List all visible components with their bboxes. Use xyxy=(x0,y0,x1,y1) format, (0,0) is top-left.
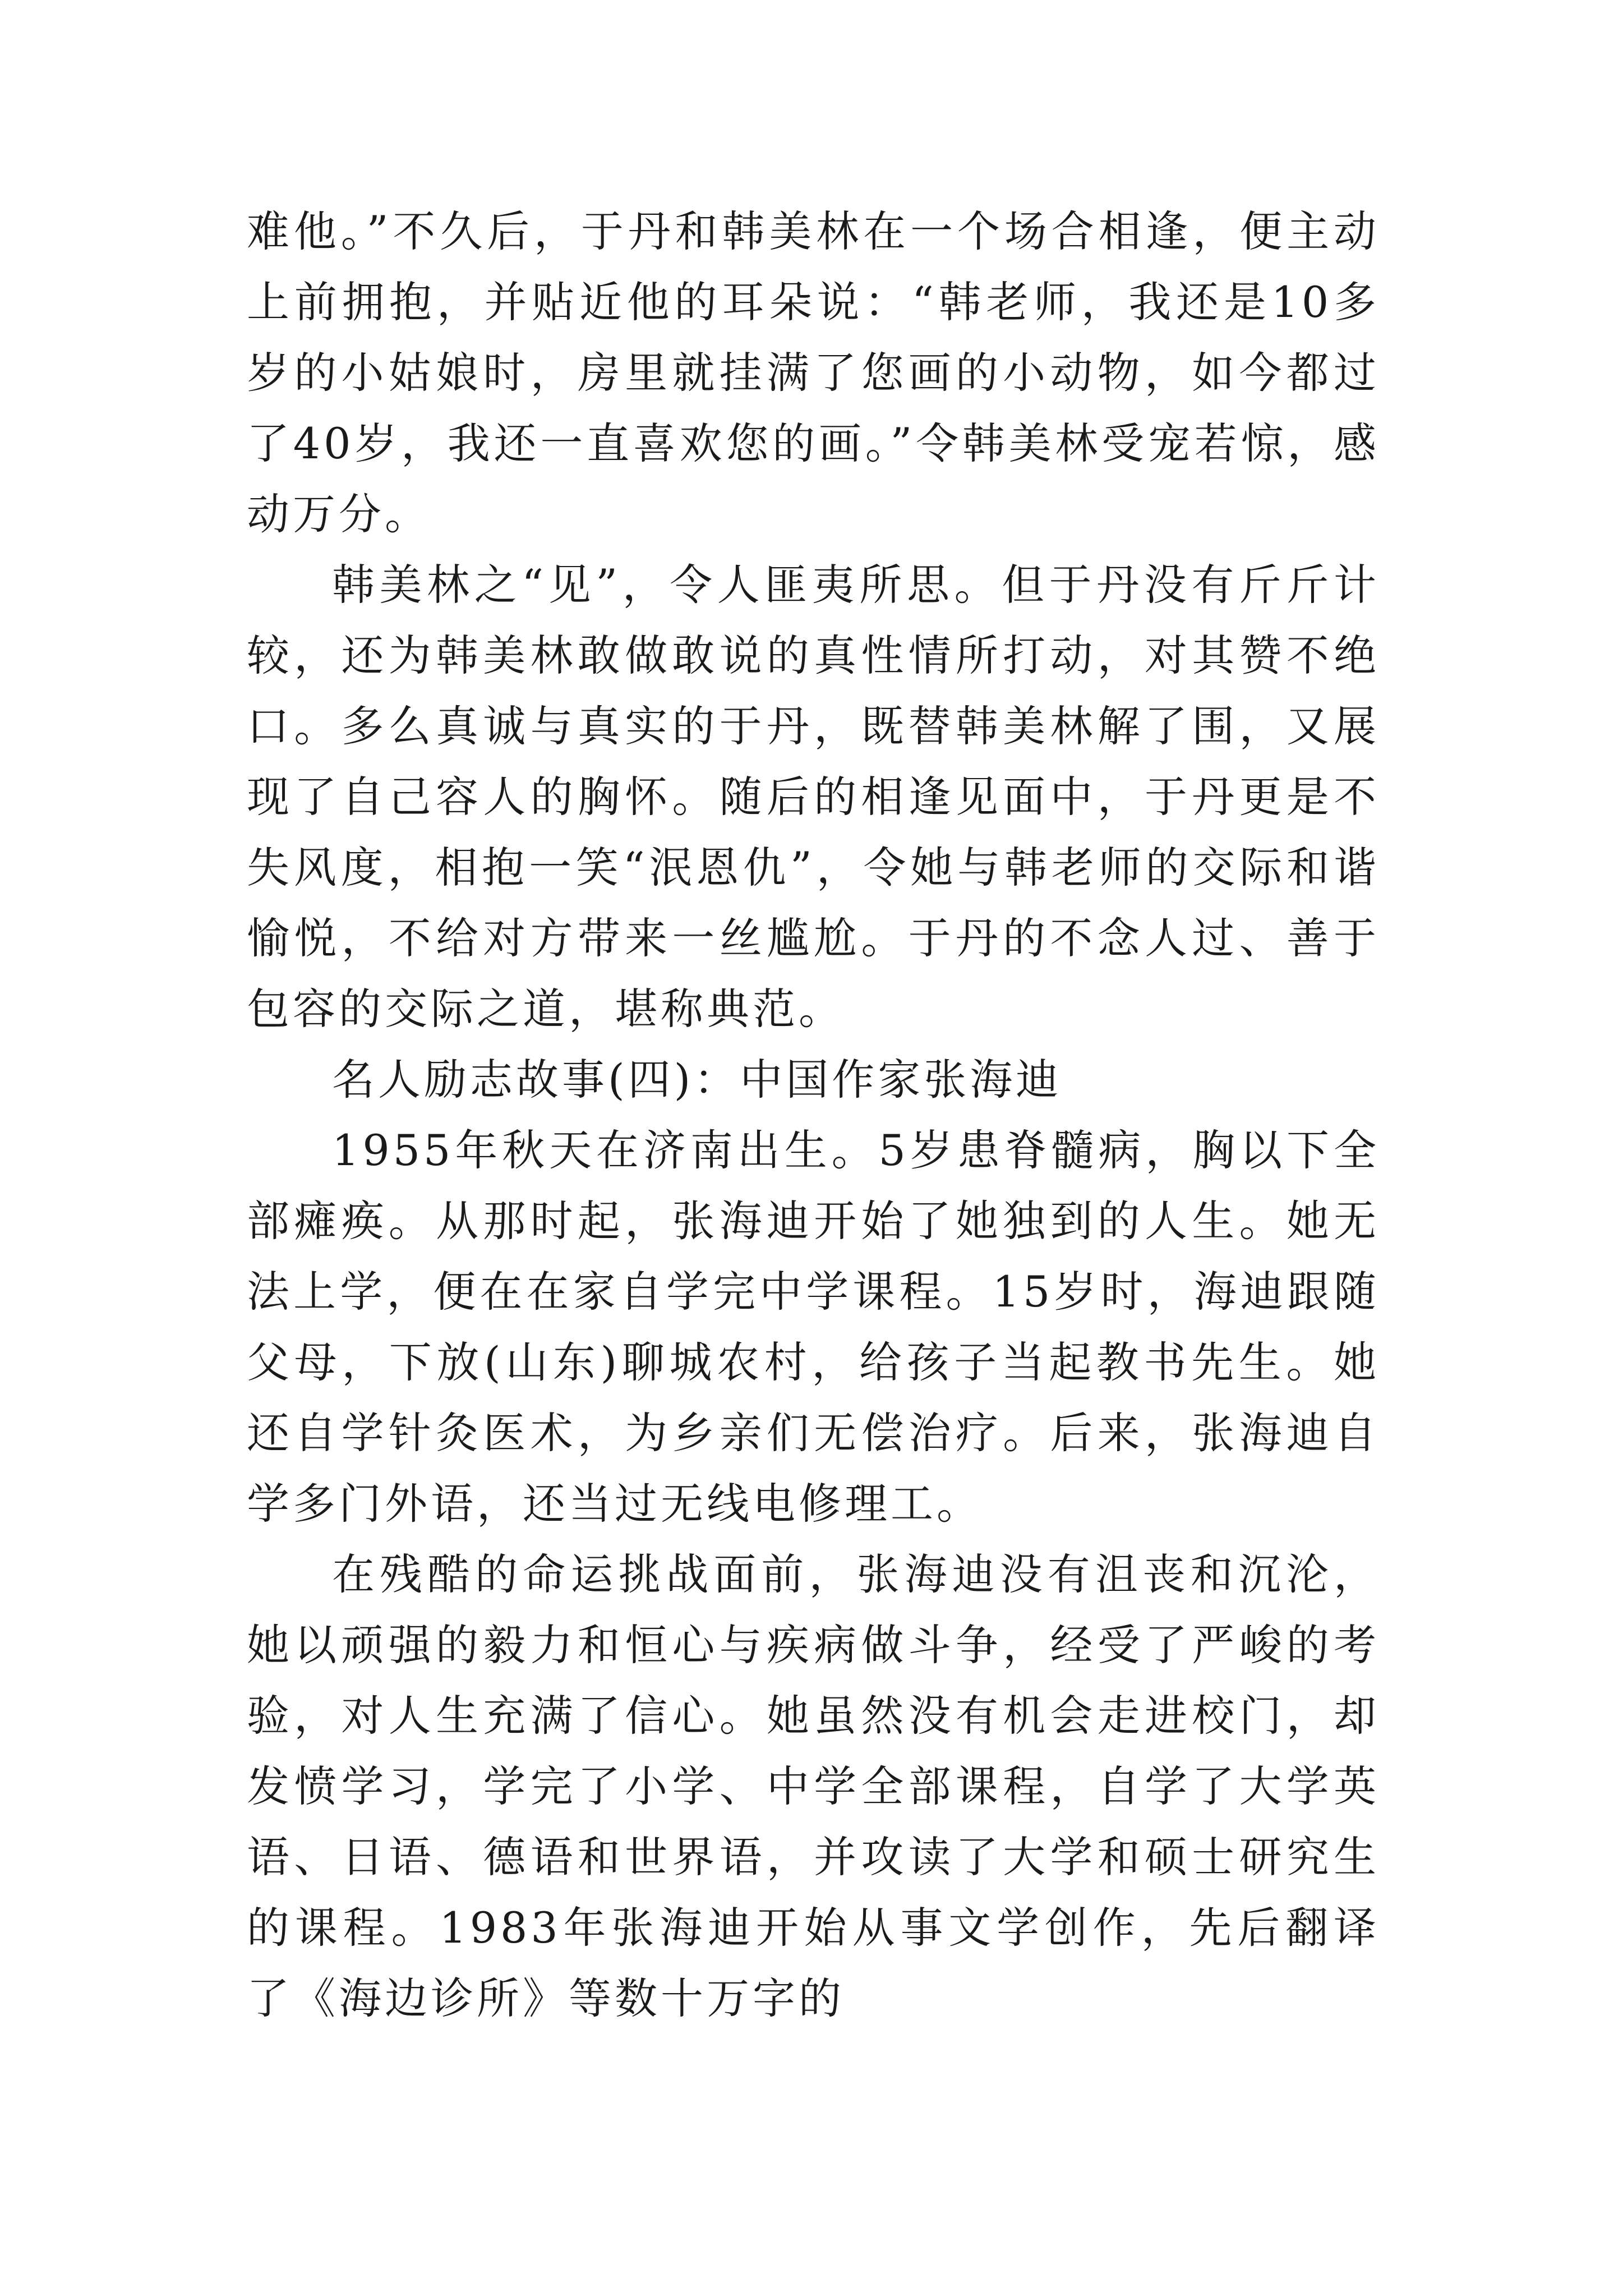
paragraph-2: 韩美林之“见”，令人匪夷所思。但于丹没有斤斤计较，还为韩美林敢做敢说的真性情所打动，对其赞不绝口。多么真诚与真实的于丹，既替韩美林解了围，又展现了自己容人的胸怀。随后的相逢见面中，于丹更是不失风度，相抱一笑“泯恩仇”，令她与韩老师的交际和谐愉悦，不给对方带来一丝尴尬。于丹的不念人过、善于包容的交际之道，堪称典范。 xyxy=(247,560,1380,1034)
document-body xyxy=(247,196,1380,2034)
paragraph-4: 在残酷的命运挑战面前，张海迪没有沮丧和沉沦，她以顽强的毅力和恒心与疾病做斗争，经受了严峻的考验，对人生充满了信心。她虽然没有机会走进校门，却发愤学习，学完了小学、中学全部课程，自学了大学英语、日语、德语和世界语，并攻读了大学和硕士研究生的课程。1983年张海迪开始从事文学创作，先后翻译了《海边诊所》等数十万字的 xyxy=(247,1549,1380,2023)
paragraph-3: 1955年秋天在济南出生。5岁患脊髓病，胸以下全部瘫痪。从那时起，张海迪开始了她独到的人生。她无法上学，便在在家自学完中学课程。15岁时，海迪跟随父母，下放(山东)聊城农村，给孩子当起教书先生。她还自学针灸医术，为乡亲们无偿治疗。后来，张海迪自学多门外语，还当过无线电修理工。 xyxy=(247,1125,1380,1529)
paragraph-1: 难他。”不久后，于丹和韩美林在一个场合相逢，便主动上前拥抱，并贴近他的耳朵说：“韩老师，我还是10多岁的小姑娘时，房里就挂满了您画的小动物，如今都过了40岁，我还一直喜欢您的画。”令韩美林受宠若惊，感动万分。 xyxy=(247,206,1380,539)
section-heading: 名人励志故事(四)：中国作家张海迪 xyxy=(332,1055,1062,1105)
